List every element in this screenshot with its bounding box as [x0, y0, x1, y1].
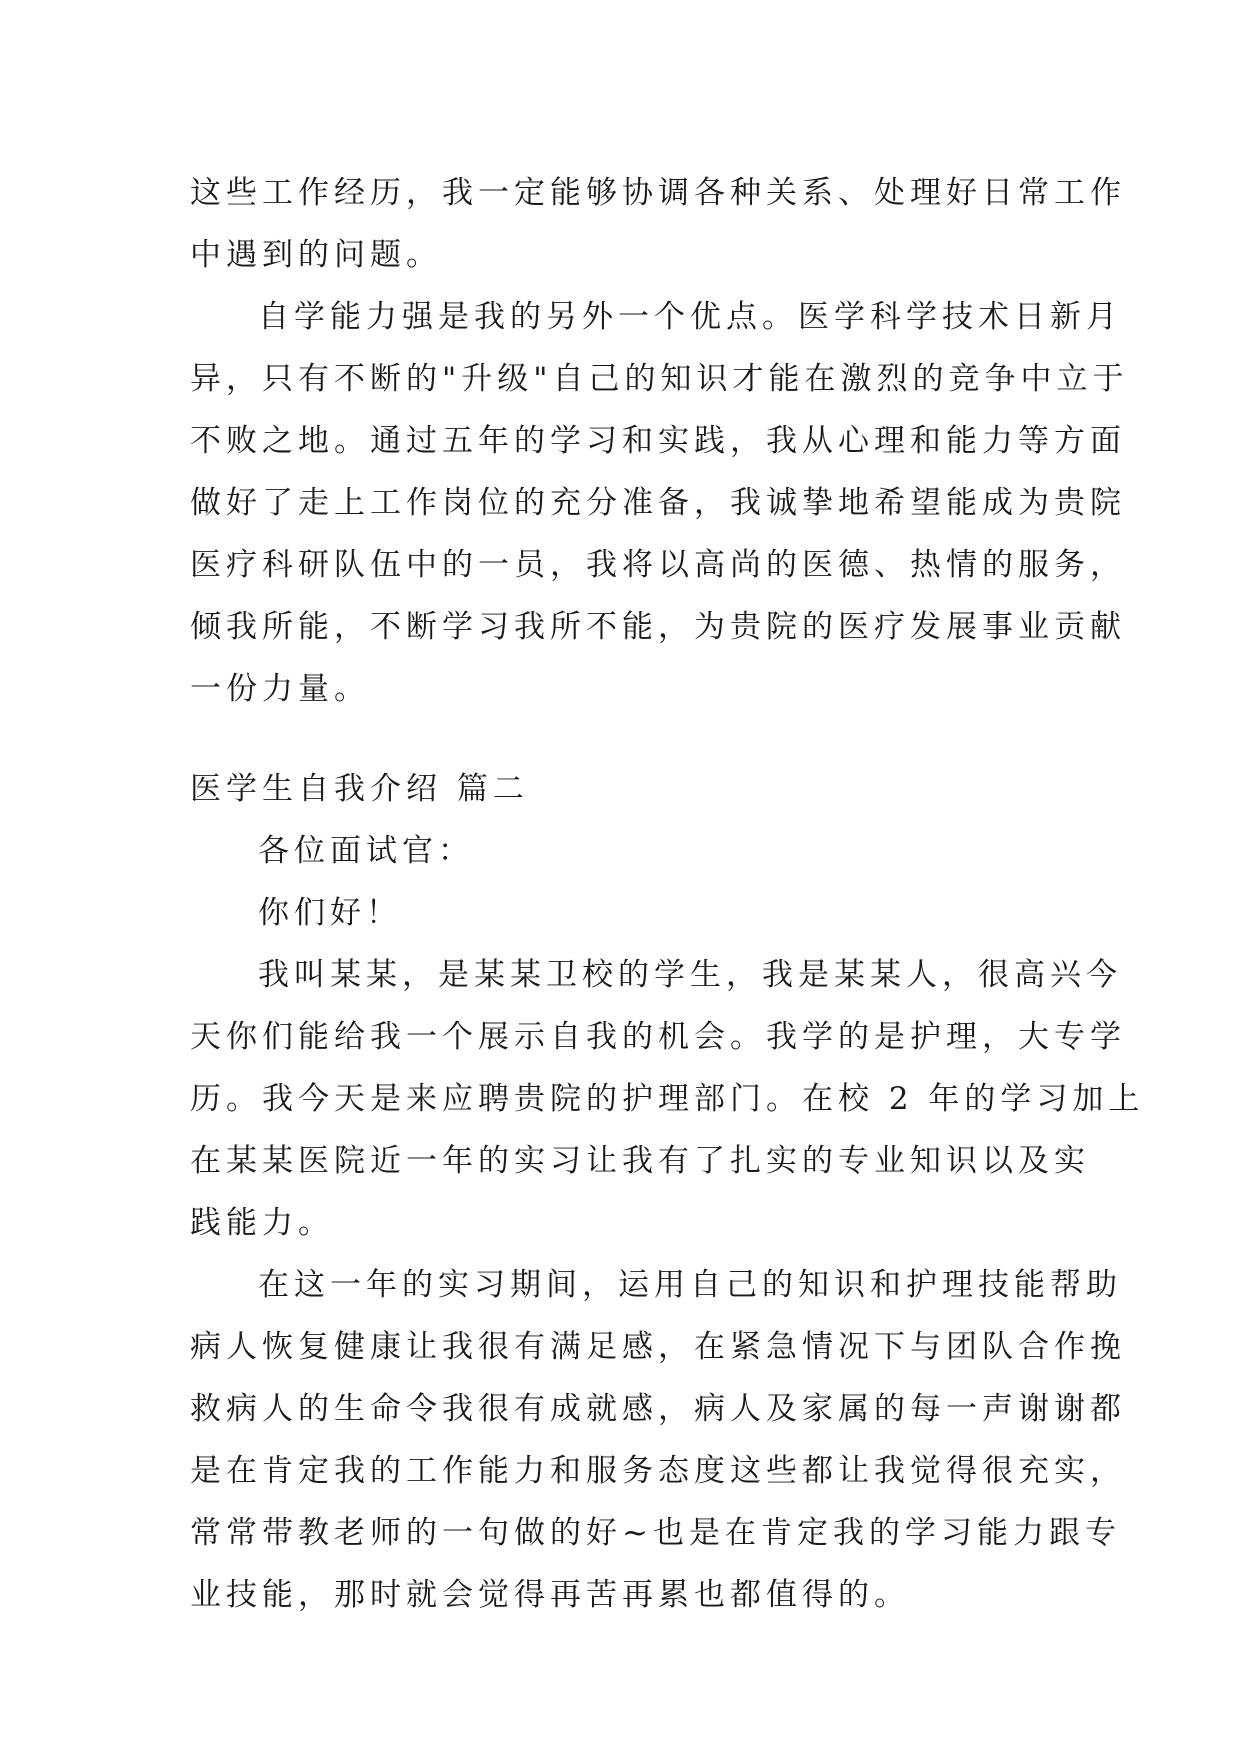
paragraph-line: 病人恢复健康让我很有满足感，在紧急情况下与团队合作挽 [190, 1329, 1126, 1365]
paragraph-line: 我叫某某，是某某卫校的学生，我是某某人，很高兴今 [258, 957, 1122, 993]
salutation: 各位面试官： [258, 833, 474, 869]
paragraph-line: 是在肯定我的工作能力和服务态度这些都让我觉得很充实， [190, 1453, 1126, 1489]
section-heading: 医学生自我介绍 篇二 [190, 771, 529, 807]
paragraph-line: 在某某医院近一年的实习让我有了扎实的专业知识以及实 [190, 1143, 1090, 1179]
paragraph-line: 历。我今天是来应聘贵院的护理部门。在校 2 年的学习加上 [190, 1081, 1145, 1117]
paragraph-line: 一份力量。 [190, 671, 370, 707]
paragraph-line: 践能力。 [190, 1205, 334, 1241]
internship-paragraph [190, 1254, 1126, 1626]
paragraph-line: 在这一年的实习期间，运用自己的知识和护理技能帮助 [258, 1267, 1122, 1303]
paragraph-line: 常常带教老师的一句做的好~也是在肯定我的学习能力跟专 [190, 1515, 1121, 1551]
continuation-paragraph [190, 162, 1126, 286]
paragraph-line: 业技能，那时就会觉得再苦再累也都值得的。 [190, 1577, 910, 1613]
greeting: 你们好！ [258, 895, 402, 931]
paragraph-line: 中遇到的问题。 [190, 237, 442, 273]
document-body [190, 162, 1145, 1626]
paragraph-line: 医疗科研队伍中的一员，我将以高尚的医德、热情的服务， [190, 547, 1126, 583]
paragraph-line: 自学能力强是我的另外一个优点。医学科学技术日新月 [258, 299, 1122, 335]
intro-paragraph [190, 944, 1145, 1254]
paragraph-line: 做好了走上工作岗位的充分准备，我诚挚地希望能成为贵院 [190, 485, 1126, 521]
paragraph-line: 异，只有不断的"升级"自己的知识才能在激烈的竞争中立于 [190, 361, 1129, 397]
paragraph-line: 倾我所能，不断学习我所不能，为贵院的医疗发展事业贡献 [190, 609, 1126, 645]
self-learning-paragraph [190, 286, 1129, 720]
paragraph-line: 不败之地。通过五年的学习和实践，我从心理和能力等方面 [190, 423, 1126, 459]
paragraph-line: 天你们能给我一个展示自我的机会。我学的是护理，大专学 [190, 1019, 1126, 1055]
paragraph-line: 救病人的生命令我很有成就感，病人及家属的每一声谢谢都 [190, 1391, 1126, 1427]
paragraph-line: 这些工作经历，我一定能够协调各种关系、处理好日常工作 [190, 175, 1126, 211]
